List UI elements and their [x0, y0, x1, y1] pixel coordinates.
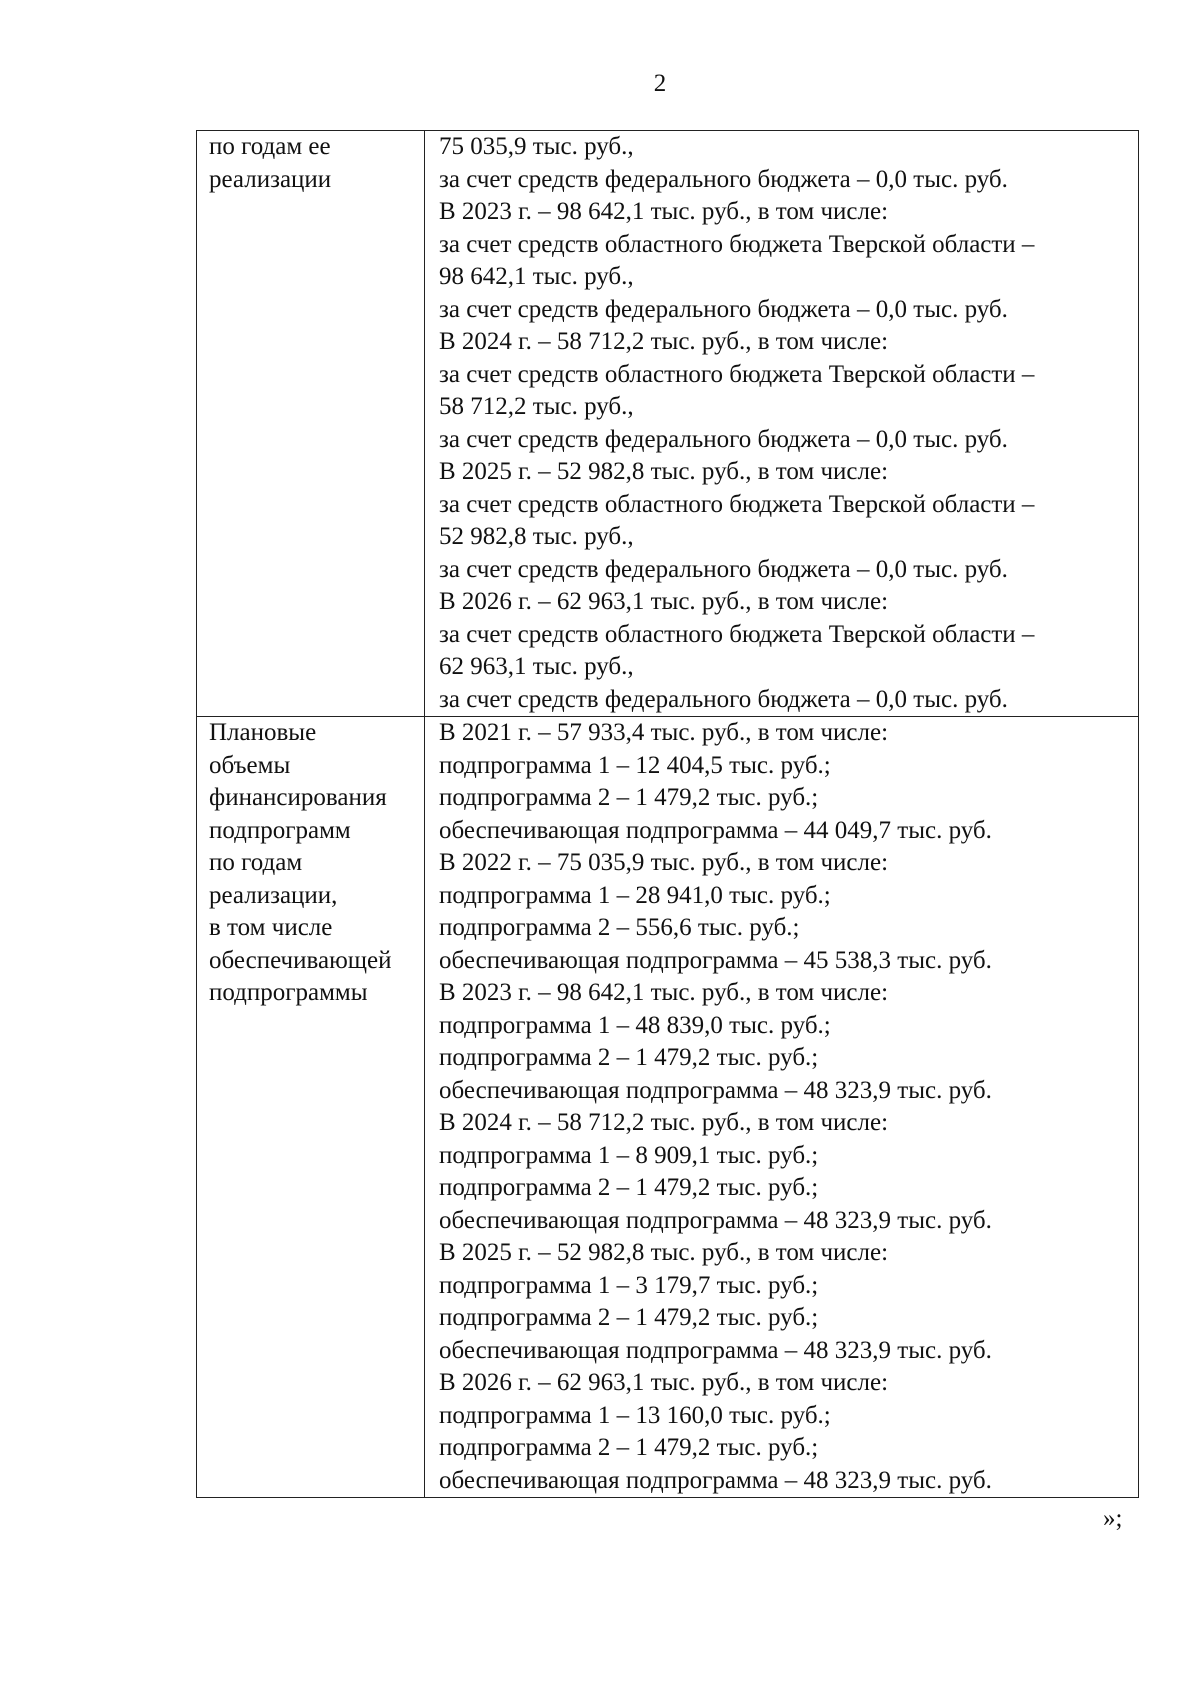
row-label-cell — [197, 717, 425, 1498]
financing-line: подпрограмма 1 – 13 160,0 тыс. руб.; — [439, 1401, 831, 1429]
financing-line: за счет средств федерального бюджета – 0,0 тыс. руб. — [439, 425, 1008, 453]
financing-line: 98 642,1 тыс. руб., — [439, 263, 634, 290]
financing-line: обеспечивающая подпрограмма – 45 538,3 тыс. руб. — [439, 946, 992, 974]
financing-line: В 2026 г. – 62 963,1 тыс. руб., в том числе: — [439, 1369, 889, 1396]
financing-line: В 2025 г. – 52 982,8 тыс. руб., в том числе: — [439, 458, 889, 485]
financing-line: обеспечивающая подпрограмма – 48 323,9 тыс. руб. — [439, 1466, 992, 1494]
row-label-line: подпрограммы — [209, 979, 368, 1006]
financing-line: подпрограмма 1 – 3 179,7 тыс. руб.; — [439, 1271, 819, 1299]
closing-quote-mark: »; — [1103, 1505, 1123, 1532]
row-label-line: подпрограмм — [209, 816, 351, 844]
financing-line: В 2026 г. – 62 963,1 тыс. руб., в том числе: — [439, 588, 889, 615]
financing-line: за счет средств областного бюджета Тверской области – — [439, 620, 1035, 648]
financing-line: В 2024 г. – 58 712,2 тыс. руб., в том числе: — [439, 328, 889, 355]
financing-line: 62 963,1 тыс. руб., — [439, 653, 634, 680]
row-label-line: Плановые — [209, 719, 317, 746]
financing-table-body — [197, 131, 1139, 1498]
row-label-line: финансирования — [209, 784, 387, 811]
financing-line: подпрограмма 2 – 1 479,2 тыс. руб.; — [439, 1044, 819, 1071]
financing-line: 75 035,9 тыс. руб., — [439, 133, 634, 160]
financing-line: обеспечивающая подпрограмма – 48 323,9 тыс. руб. — [439, 1206, 992, 1234]
financing-line: подпрограмма 1 – 8 909,1 тыс. руб.; — [439, 1141, 819, 1169]
table-row — [197, 717, 1139, 1498]
financing-line: В 2023 г. – 98 642,1 тыс. руб., в том числе: — [439, 198, 889, 225]
financing-line: за счет средств областного бюджета Тверской области – — [439, 230, 1035, 258]
row-content-cell — [425, 131, 1139, 717]
financing-line: подпрограмма 1 – 12 404,5 тыс. руб.; — [439, 751, 831, 779]
financing-line: В 2024 г. – 58 712,2 тыс. руб., в том числе: — [439, 1109, 889, 1136]
row-label-line: в том числе — [209, 914, 333, 941]
table-row — [197, 131, 1139, 717]
row-label-line: по годам — [209, 849, 303, 876]
financing-line: В 2022 г. – 75 035,9 тыс. руб., в том числе: — [439, 849, 889, 876]
row-content-cell — [425, 717, 1139, 1498]
row-label-line: по годам ее — [209, 133, 331, 160]
financing-line: за счет средств областного бюджета Тверской области – — [439, 490, 1035, 518]
financing-line: подпрограмма 1 – 28 941,0 тыс. руб.; — [439, 881, 831, 909]
financing-line: за счет средств федерального бюджета – 0,0 тыс. руб. — [439, 555, 1008, 583]
financing-line: за счет средств федерального бюджета – 0,0 тыс. руб. — [439, 295, 1008, 323]
financing-line: В 2021 г. – 57 933,4 тыс. руб., в том числе: — [439, 719, 889, 746]
financing-line: за счет средств федерального бюджета – 0,0 тыс. руб. — [439, 685, 1008, 713]
financing-line: подпрограмма 2 – 1 479,2 тыс. руб.; — [439, 1434, 819, 1461]
row-label-cell — [197, 131, 425, 717]
row-label-line: обеспечивающей — [209, 946, 392, 974]
financing-line: за счет средств федерального бюджета – 0,0 тыс. руб. — [439, 165, 1008, 193]
row-label-line: реализации — [209, 165, 332, 193]
row-label-line: объемы — [209, 751, 291, 779]
financing-line: подпрограмма 2 – 1 479,2 тыс. руб.; — [439, 1174, 819, 1201]
financing-line: обеспечивающая подпрограмма – 48 323,9 тыс. руб. — [439, 1336, 992, 1364]
financing-line: подпрограмма 2 – 1 479,2 тыс. руб.; — [439, 1304, 819, 1331]
page-number: 2 — [653, 70, 667, 97]
financing-line: подпрограмма 1 – 48 839,0 тыс. руб.; — [439, 1011, 831, 1039]
financing-table — [196, 130, 1139, 1498]
financing-line: В 2023 г. – 98 642,1 тыс. руб., в том числе: — [439, 979, 889, 1006]
financing-line: обеспечивающая подпрограмма – 44 049,7 тыс. руб. — [439, 816, 992, 844]
financing-line: подпрограмма 2 – 1 479,2 тыс. руб.; — [439, 784, 819, 811]
financing-line: подпрограмма 2 – 556,6 тыс. руб.; — [439, 914, 800, 941]
financing-line: 58 712,2 тыс. руб., — [439, 393, 634, 420]
row-label-line: реализации, — [209, 881, 338, 909]
financing-line: В 2025 г. – 52 982,8 тыс. руб., в том числе: — [439, 1239, 889, 1266]
financing-line: за счет средств областного бюджета Тверской области – — [439, 360, 1035, 388]
financing-line: обеспечивающая подпрограмма – 48 323,9 тыс. руб. — [439, 1076, 992, 1104]
financing-line: 52 982,8 тыс. руб., — [439, 523, 634, 550]
